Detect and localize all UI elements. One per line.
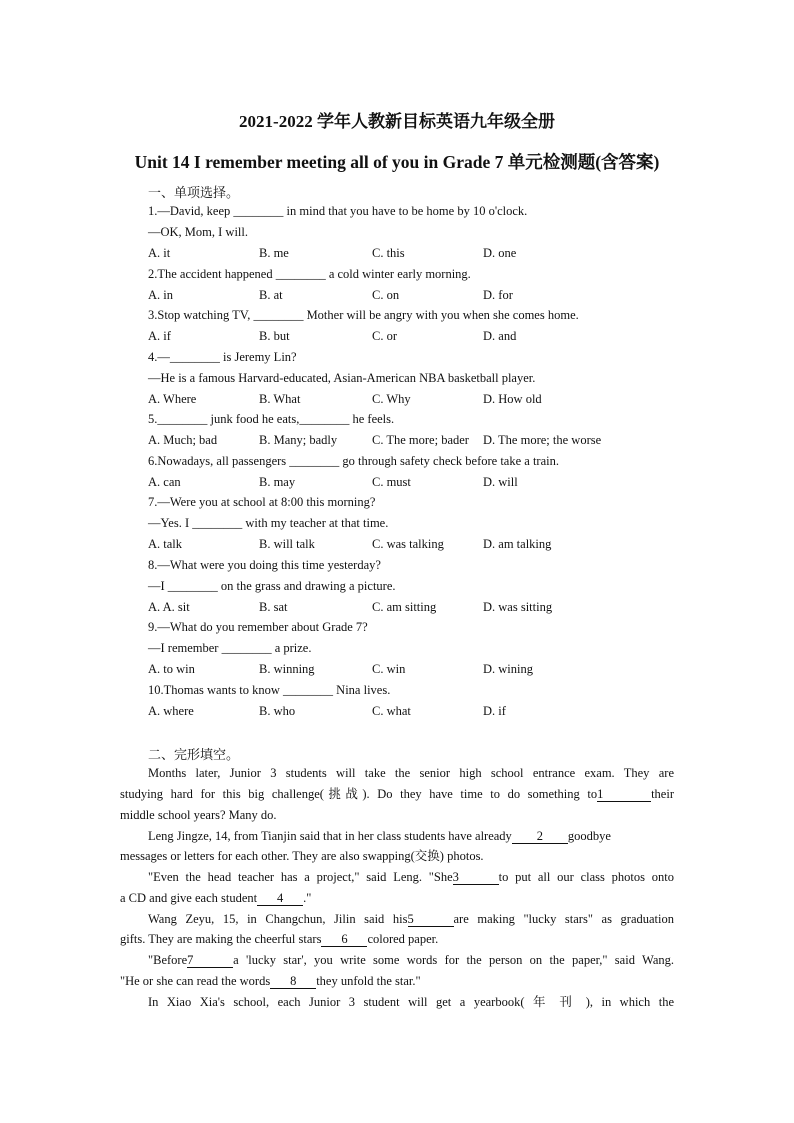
- question-5-option-a: A. Much; bad: [148, 433, 218, 447]
- cloze-text: Leng Jingze, 14, from Tianjin said that in her class students have already: [148, 829, 512, 843]
- question-7-line-1: 7.—Were you at school at 8:00 this morning?: [148, 495, 376, 509]
- question-7-option-d: D. am talking: [483, 537, 552, 551]
- question-1-option-a: A. it: [148, 246, 171, 260]
- question-4-option-d: D. How old: [483, 392, 542, 406]
- document-title: 2021-2022 学年人教新目标英语九年级全册: [239, 112, 555, 131]
- cloze-paragraph-2-line-2: messages or letters for each other. They are also swapping(交换) photos.: [120, 849, 484, 863]
- cloze-text: "Before: [148, 953, 188, 967]
- question-5-option-b: B. Many; badly: [259, 433, 338, 447]
- question-3-option-a: A. if: [148, 329, 171, 343]
- question-3-line-1: 3.Stop watching TV, ________ Mother will be angry with you when she comes home.: [148, 308, 579, 322]
- question-6-option-d: D. will: [483, 475, 518, 489]
- cloze-blank-2: 2: [512, 829, 568, 844]
- question-10-option-b: B. who: [259, 704, 296, 718]
- question-4-option-c: C. Why: [372, 392, 411, 406]
- cloze-paragraph-6-line-1: In Xiao Xia's school, each Junior 3 student will get a yearbook( 年 刊 ), in which the: [148, 995, 674, 1009]
- cloze-blank-6: 6: [321, 932, 367, 947]
- question-7-option-b: B. will talk: [259, 537, 315, 551]
- question-7-line-2: —Yes. I ________ with my teacher at that time.: [148, 516, 389, 530]
- question-6-line-1: 6.Nowadays, all passengers ________ go through safety check before take a train.: [148, 454, 559, 468]
- question-8-option-d: D. was sitting: [483, 600, 553, 614]
- cloze-paragraph-5-line-2: [120, 973, 421, 989]
- cloze-text: .": [303, 891, 312, 905]
- question-6-option-a: A. can: [148, 475, 181, 489]
- cloze-text: they unfold the star.": [316, 974, 421, 988]
- cloze-text: goodbye: [567, 829, 611, 843]
- question-7-option-a: A. talk: [148, 537, 183, 551]
- question-2-option-c: C. on: [372, 288, 400, 302]
- question-9-line-2: —I remember ________ a prize.: [148, 641, 312, 655]
- question-2-option-b: B. at: [259, 288, 283, 302]
- question-4-option-a: A. Where: [148, 392, 197, 406]
- cloze-paragraph-1-line-1: Months later, Junior 3 students will take the senior high school entrance exam. They are: [148, 766, 674, 780]
- question-2-option-d: D. for: [483, 288, 513, 302]
- question-1-option-b: B. me: [259, 246, 289, 260]
- question-9-line-1: 9.—What do you remember about Grade 7?: [148, 620, 368, 634]
- cloze-blank-4: 4: [257, 891, 303, 906]
- cloze-paragraph-5-line-1: [148, 952, 674, 968]
- cloze-paragraph-2-line-1: [148, 828, 611, 844]
- question-9-option-d: D. wining: [483, 662, 533, 676]
- cloze-text: colored paper.: [367, 932, 439, 946]
- question-8-line-1: 8.—What were you doing this time yesterday?: [148, 558, 381, 572]
- cloze-text: "Even the head teacher has a project," said Leng. "She: [148, 870, 453, 884]
- cloze-paragraph-3-line-2: [120, 890, 311, 906]
- section-heading-cloze: 二、完形填空。: [148, 747, 240, 762]
- cloze-text: to put all our class photos onto: [498, 870, 674, 884]
- cloze-text: their: [651, 787, 674, 801]
- cloze-blank-3: 3: [453, 870, 499, 885]
- question-5-line-1: 5.________ junk food he eats,________ he feels.: [148, 412, 395, 426]
- question-3-option-b: B. but: [259, 329, 290, 343]
- section-heading-multiple-choice: 一、单项选择。: [148, 185, 240, 200]
- question-8-line-2: —I ________ on the grass and drawing a picture.: [148, 579, 396, 593]
- cloze-blank-5: 5: [408, 912, 454, 927]
- question-2-line-1: 2.The accident happened ________ a cold winter early morning.: [148, 267, 471, 281]
- cloze-paragraph-3-line-1: [148, 869, 674, 885]
- question-3-option-d: D. and: [483, 329, 517, 343]
- cloze-blank-7: 7: [187, 953, 233, 968]
- cloze-text: Wang Zeyu, 15, in Changchun, Jilin said his: [148, 912, 408, 926]
- question-5-option-d: D. The more; the worse: [483, 433, 602, 447]
- question-3-option-c: C. or: [372, 329, 397, 343]
- cloze-text: a CD and give each student: [120, 891, 258, 905]
- question-9-option-c: C. win: [372, 662, 406, 676]
- question-6-option-b: B. may: [259, 475, 296, 489]
- question-6-option-c: C. must: [372, 475, 411, 489]
- question-1-option-c: C. this: [372, 246, 405, 260]
- cloze-paragraph-1-line-3: middle school years? Many do.: [120, 808, 277, 822]
- question-9-option-a: A. to win: [148, 662, 195, 676]
- question-8-option-a: A. A. sit: [148, 600, 190, 614]
- question-10-option-c: C. what: [372, 704, 411, 718]
- question-1-option-d: D. one: [483, 246, 517, 260]
- question-9-option-b: B. winning: [259, 662, 315, 676]
- question-8-option-c: C. am sitting: [372, 600, 437, 614]
- question-4-line-1: 4.—________ is Jeremy Lin?: [148, 350, 297, 364]
- question-10-line-1: 10.Thomas wants to know ________ Nina lives.: [148, 683, 391, 697]
- question-4-option-b: B. What: [259, 392, 301, 406]
- question-1-line-2: —OK, Mom, I will.: [148, 225, 248, 239]
- question-1-line-1: 1.—David, keep ________ in mind that you have to be home by 10 o'clock.: [148, 204, 528, 218]
- cloze-paragraph-4-line-2: [120, 931, 438, 947]
- cloze-blank-1: 1: [597, 787, 651, 802]
- cloze-text: gifts. They are making the cheerful stars: [120, 932, 322, 946]
- question-10-option-a: A. where: [148, 704, 194, 718]
- question-10-option-d: D. if: [483, 704, 506, 718]
- cloze-paragraph-1-line-2: [120, 786, 674, 802]
- cloze-paragraph-4-line-1: [148, 911, 674, 927]
- cloze-text: studying hard for this big challenge(挑战). Do they have time to do something to: [120, 787, 598, 801]
- question-4-line-2: —He is a famous Harvard-educated, Asian-American NBA basketball player.: [148, 371, 536, 385]
- document-subtitle: Unit 14 I remember meeting all of you in Grade 7 单元检测题(含答案): [134, 152, 660, 172]
- question-8-option-b: B. sat: [259, 600, 288, 614]
- cloze-text: "He or she can read the words: [120, 974, 271, 988]
- cloze-text: are making "lucky stars" as graduation: [453, 912, 674, 926]
- question-7-option-c: C. was talking: [372, 537, 444, 551]
- cloze-text: a 'lucky star', you write some words for the person on the paper," said Wang.: [233, 953, 674, 967]
- question-2-option-a: A. in: [148, 288, 173, 302]
- question-5-option-c: C. The more; bader: [372, 433, 469, 447]
- cloze-blank-8: 8: [270, 974, 316, 989]
